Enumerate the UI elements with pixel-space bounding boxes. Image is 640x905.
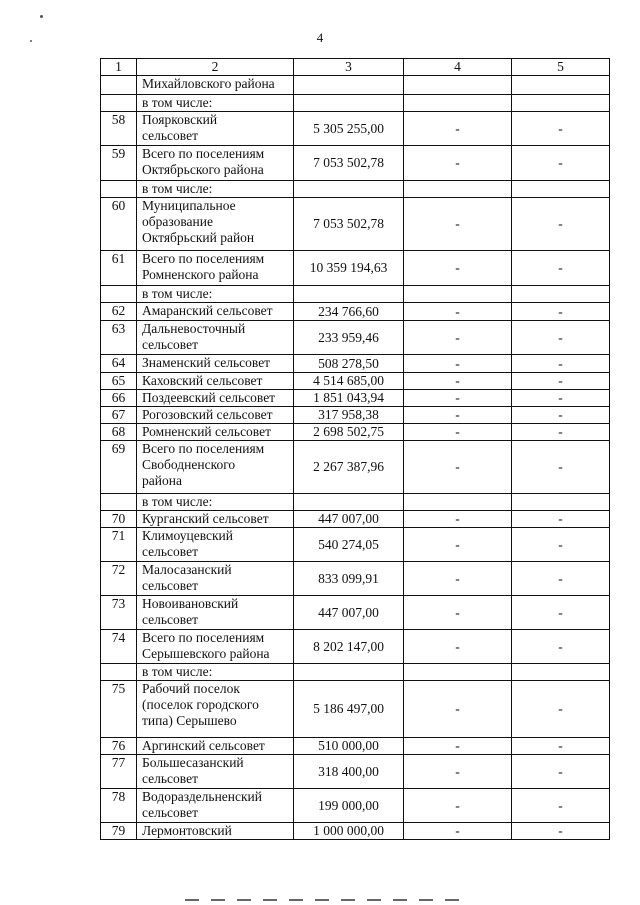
row-number: 70 bbox=[101, 511, 137, 528]
table-row bbox=[101, 424, 610, 441]
column-5-cell: - bbox=[512, 112, 610, 146]
name-line: сельсовет bbox=[142, 544, 198, 559]
settlement-name bbox=[137, 441, 294, 494]
name-line: сельсовет bbox=[142, 805, 198, 820]
settlement-name bbox=[137, 511, 294, 528]
name-line: сельсовет bbox=[142, 578, 198, 593]
amount-cell: 1 851 043,94 bbox=[294, 390, 404, 407]
column-4-cell bbox=[404, 664, 512, 681]
header-cell-3: 3 bbox=[294, 59, 404, 76]
settlement-name bbox=[137, 95, 294, 112]
table-row bbox=[101, 390, 610, 407]
column-5-cell: - bbox=[512, 755, 610, 789]
table-row bbox=[101, 511, 610, 528]
settlement-name bbox=[137, 76, 294, 95]
column-4-cell: - bbox=[404, 596, 512, 630]
name-line: образование bbox=[142, 214, 213, 229]
name-line: Дальневосточный bbox=[142, 321, 246, 336]
column-5-cell: - bbox=[512, 511, 610, 528]
settlement-name bbox=[137, 112, 294, 146]
settlement-name bbox=[137, 407, 294, 424]
name-line: Лермонтовский bbox=[142, 823, 232, 838]
table-row bbox=[101, 407, 610, 424]
row-number: 60 bbox=[101, 198, 137, 251]
row-number: 63 bbox=[101, 321, 137, 355]
name-line: Октябрьского района bbox=[142, 162, 264, 177]
settlement-name bbox=[137, 181, 294, 198]
name-line: Амаранский сельсовет bbox=[142, 303, 273, 318]
name-line: сельсовет bbox=[142, 128, 198, 143]
column-5-cell: - bbox=[512, 562, 610, 596]
name-line: Знаменский сельсовет bbox=[142, 355, 271, 370]
amount-cell: 234 766,60 bbox=[294, 303, 404, 321]
row-number: 64 bbox=[101, 355, 137, 373]
column-5-cell: - bbox=[512, 528, 610, 562]
header-cell-5: 5 bbox=[512, 59, 610, 76]
column-5-cell: - bbox=[512, 390, 610, 407]
row-number: 59 bbox=[101, 146, 137, 181]
amount-cell: 540 274,05 bbox=[294, 528, 404, 562]
table-row bbox=[101, 528, 610, 562]
name-line: (поселок городского bbox=[142, 697, 259, 712]
name-line: сельсовет bbox=[142, 612, 198, 627]
amount-cell: 233 959,46 bbox=[294, 321, 404, 355]
name-line: Ромненского района bbox=[142, 267, 259, 282]
amount-cell: 447 007,00 bbox=[294, 596, 404, 630]
column-5-cell bbox=[512, 95, 610, 112]
table-row bbox=[101, 76, 610, 95]
column-5-cell: - bbox=[512, 355, 610, 373]
column-5-cell bbox=[512, 494, 610, 511]
name-line: Октябрьский район bbox=[142, 230, 255, 245]
table-row bbox=[101, 181, 610, 198]
name-line: в том числе: bbox=[142, 95, 213, 110]
column-4-cell bbox=[404, 494, 512, 511]
column-4-cell: - bbox=[404, 112, 512, 146]
name-line: Михайловского района bbox=[142, 76, 275, 91]
header-cell-4: 4 bbox=[404, 59, 512, 76]
amount-cell: 833 099,91 bbox=[294, 562, 404, 596]
name-line: Всего по поселениям bbox=[142, 441, 265, 456]
column-5-cell: - bbox=[512, 789, 610, 823]
name-line: района bbox=[142, 473, 182, 488]
amount-cell: 510 000,00 bbox=[294, 738, 404, 755]
column-4-cell: - bbox=[404, 528, 512, 562]
table-row bbox=[101, 373, 610, 390]
amount-cell: 4 514 685,00 bbox=[294, 373, 404, 390]
column-5-cell: - bbox=[512, 407, 610, 424]
amount-cell: 2 267 387,96 bbox=[294, 441, 404, 494]
settlement-name bbox=[137, 664, 294, 681]
column-4-cell: - bbox=[404, 146, 512, 181]
table-row bbox=[101, 789, 610, 823]
amount-cell: 447 007,00 bbox=[294, 511, 404, 528]
table-row bbox=[101, 562, 610, 596]
amount-cell: 318 400,00 bbox=[294, 755, 404, 789]
amount-cell: 508 278,50 bbox=[294, 355, 404, 373]
column-4-cell bbox=[404, 181, 512, 198]
table-row bbox=[101, 681, 610, 738]
column-5-cell: - bbox=[512, 373, 610, 390]
scan-speck bbox=[40, 15, 43, 18]
column-4-cell: - bbox=[404, 321, 512, 355]
settlement-name bbox=[137, 355, 294, 373]
column-4-cell: - bbox=[404, 424, 512, 441]
amount-cell bbox=[294, 95, 404, 112]
column-5-cell bbox=[512, 286, 610, 303]
settlement-name bbox=[137, 562, 294, 596]
name-line: Рогозовский сельсовет bbox=[142, 407, 273, 422]
table-row bbox=[101, 95, 610, 112]
column-5-cell: - bbox=[512, 596, 610, 630]
row-number: 74 bbox=[101, 630, 137, 664]
settlement-name bbox=[137, 251, 294, 286]
column-5-cell: - bbox=[512, 441, 610, 494]
settlement-name bbox=[137, 630, 294, 664]
name-line: Рабочий поселок bbox=[142, 681, 240, 696]
name-line: в том числе: bbox=[142, 286, 213, 301]
amount-cell: 7 053 502,78 bbox=[294, 198, 404, 251]
name-line: в том числе: bbox=[142, 494, 213, 509]
settlement-name bbox=[137, 528, 294, 562]
table-row bbox=[101, 664, 610, 681]
row-number bbox=[101, 494, 137, 511]
column-4-cell: - bbox=[404, 198, 512, 251]
scan-edge-marks bbox=[185, 899, 465, 901]
header-cell-2: 2 bbox=[137, 59, 294, 76]
row-number bbox=[101, 664, 137, 681]
column-4-cell: - bbox=[404, 755, 512, 789]
name-line: Поздеевский сельсовет bbox=[142, 390, 276, 405]
settlement-name bbox=[137, 596, 294, 630]
column-5-cell: - bbox=[512, 738, 610, 755]
name-line: Водораздельненский bbox=[142, 789, 263, 804]
column-5-cell: - bbox=[512, 303, 610, 321]
amount-cell bbox=[294, 76, 404, 95]
column-4-cell: - bbox=[404, 511, 512, 528]
row-number: 67 bbox=[101, 407, 137, 424]
amount-cell: 5 305 255,00 bbox=[294, 112, 404, 146]
column-5-cell bbox=[512, 181, 610, 198]
settlement-name bbox=[137, 755, 294, 789]
amount-cell: 8 202 147,00 bbox=[294, 630, 404, 664]
row-number bbox=[101, 76, 137, 95]
column-4-cell bbox=[404, 76, 512, 95]
settlement-name bbox=[137, 198, 294, 251]
table-row bbox=[101, 112, 610, 146]
row-number: 77 bbox=[101, 755, 137, 789]
name-line: Большесазанский bbox=[142, 755, 244, 770]
column-4-cell: - bbox=[404, 681, 512, 738]
column-4-cell: - bbox=[404, 562, 512, 596]
amount-cell bbox=[294, 286, 404, 303]
name-line: сельсовет bbox=[142, 771, 198, 786]
table-row bbox=[101, 198, 610, 251]
row-number: 61 bbox=[101, 251, 137, 286]
amount-cell: 5 186 497,00 bbox=[294, 681, 404, 738]
settlement-name bbox=[137, 494, 294, 511]
amount-cell bbox=[294, 494, 404, 511]
column-5-cell: - bbox=[512, 630, 610, 664]
column-5-cell: - bbox=[512, 198, 610, 251]
amount-cell bbox=[294, 181, 404, 198]
name-line: Климоуцевский bbox=[142, 528, 234, 543]
settlement-name bbox=[137, 424, 294, 441]
settlement-name bbox=[137, 681, 294, 738]
table-row bbox=[101, 286, 610, 303]
table-row bbox=[101, 355, 610, 373]
row-number: 76 bbox=[101, 738, 137, 755]
column-4-cell: - bbox=[404, 355, 512, 373]
settlement-name bbox=[137, 321, 294, 355]
settlement-name bbox=[137, 286, 294, 303]
column-4-cell: - bbox=[404, 630, 512, 664]
amount-cell: 317 958,38 bbox=[294, 407, 404, 424]
row-number: 78 bbox=[101, 789, 137, 823]
column-5-cell: - bbox=[512, 146, 610, 181]
column-4-cell: - bbox=[404, 738, 512, 755]
settlement-name bbox=[137, 789, 294, 823]
row-number: 79 bbox=[101, 823, 137, 840]
budget-table bbox=[100, 58, 610, 840]
row-number: 72 bbox=[101, 562, 137, 596]
settlement-name bbox=[137, 823, 294, 840]
settlement-name bbox=[137, 146, 294, 181]
column-4-cell bbox=[404, 286, 512, 303]
amount-cell: 1 000 000,00 bbox=[294, 823, 404, 840]
table-row bbox=[101, 303, 610, 321]
column-5-cell: - bbox=[512, 424, 610, 441]
name-line: типа) Серышево bbox=[142, 713, 237, 728]
column-4-cell: - bbox=[404, 823, 512, 840]
table-row bbox=[101, 630, 610, 664]
name-line: Новоивановский bbox=[142, 596, 239, 611]
amount-cell bbox=[294, 664, 404, 681]
column-4-cell: - bbox=[404, 373, 512, 390]
name-line: Аргинский сельсовет bbox=[142, 738, 265, 753]
name-line: Малосазанский bbox=[142, 562, 232, 577]
name-line: в том числе: bbox=[142, 664, 213, 679]
column-5-cell bbox=[512, 76, 610, 95]
row-number bbox=[101, 181, 137, 198]
row-number bbox=[101, 286, 137, 303]
name-line: Муниципальное bbox=[142, 198, 236, 213]
name-line: Всего по поселениям bbox=[142, 146, 265, 161]
name-line: сельсовет bbox=[142, 337, 198, 352]
amount-cell: 10 359 194,63 bbox=[294, 251, 404, 286]
table-row bbox=[101, 321, 610, 355]
table-row bbox=[101, 251, 610, 286]
column-4-cell: - bbox=[404, 407, 512, 424]
column-4-cell: - bbox=[404, 789, 512, 823]
amount-cell: 7 053 502,78 bbox=[294, 146, 404, 181]
table-header-row bbox=[101, 59, 610, 76]
name-line: Всего по поселениям bbox=[142, 251, 265, 266]
name-line: Ромненский сельсовет bbox=[142, 424, 271, 439]
row-number: 71 bbox=[101, 528, 137, 562]
column-4-cell: - bbox=[404, 303, 512, 321]
column-4-cell bbox=[404, 95, 512, 112]
table-row bbox=[101, 494, 610, 511]
column-4-cell: - bbox=[404, 251, 512, 286]
amount-cell: 2 698 502,75 bbox=[294, 424, 404, 441]
row-number: 75 bbox=[101, 681, 137, 738]
row-number: 68 bbox=[101, 424, 137, 441]
name-line: Свободненского bbox=[142, 457, 236, 472]
table-row bbox=[101, 146, 610, 181]
column-5-cell: - bbox=[512, 823, 610, 840]
header-cell-1: 1 bbox=[101, 59, 137, 76]
name-line: Каховский сельсовет bbox=[142, 373, 263, 388]
page-number: 4 bbox=[316, 30, 324, 45]
column-5-cell: - bbox=[512, 321, 610, 355]
name-line: Всего по поселениям bbox=[142, 630, 265, 645]
column-4-cell: - bbox=[404, 441, 512, 494]
settlement-name bbox=[137, 390, 294, 407]
column-4-cell: - bbox=[404, 390, 512, 407]
settlement-name bbox=[137, 373, 294, 390]
settlement-name bbox=[137, 738, 294, 755]
table-row bbox=[101, 596, 610, 630]
row-number: 62 bbox=[101, 303, 137, 321]
column-5-cell: - bbox=[512, 681, 610, 738]
name-line: Серышевского района bbox=[142, 646, 270, 661]
name-line: в том числе: bbox=[142, 181, 213, 196]
column-5-cell bbox=[512, 664, 610, 681]
row-number: 65 bbox=[101, 373, 137, 390]
table-row bbox=[101, 441, 610, 494]
row-number: 73 bbox=[101, 596, 137, 630]
name-line: Поярковский bbox=[142, 112, 218, 127]
table-row bbox=[101, 738, 610, 755]
column-5-cell: - bbox=[512, 251, 610, 286]
row-number bbox=[101, 95, 137, 112]
settlement-name bbox=[137, 303, 294, 321]
row-number: 66 bbox=[101, 390, 137, 407]
table-row bbox=[101, 823, 610, 840]
amount-cell: 199 000,00 bbox=[294, 789, 404, 823]
table-row bbox=[101, 755, 610, 789]
name-line: Курганский сельсовет bbox=[142, 511, 269, 526]
row-number: 58 bbox=[101, 112, 137, 146]
row-number: 69 bbox=[101, 441, 137, 494]
